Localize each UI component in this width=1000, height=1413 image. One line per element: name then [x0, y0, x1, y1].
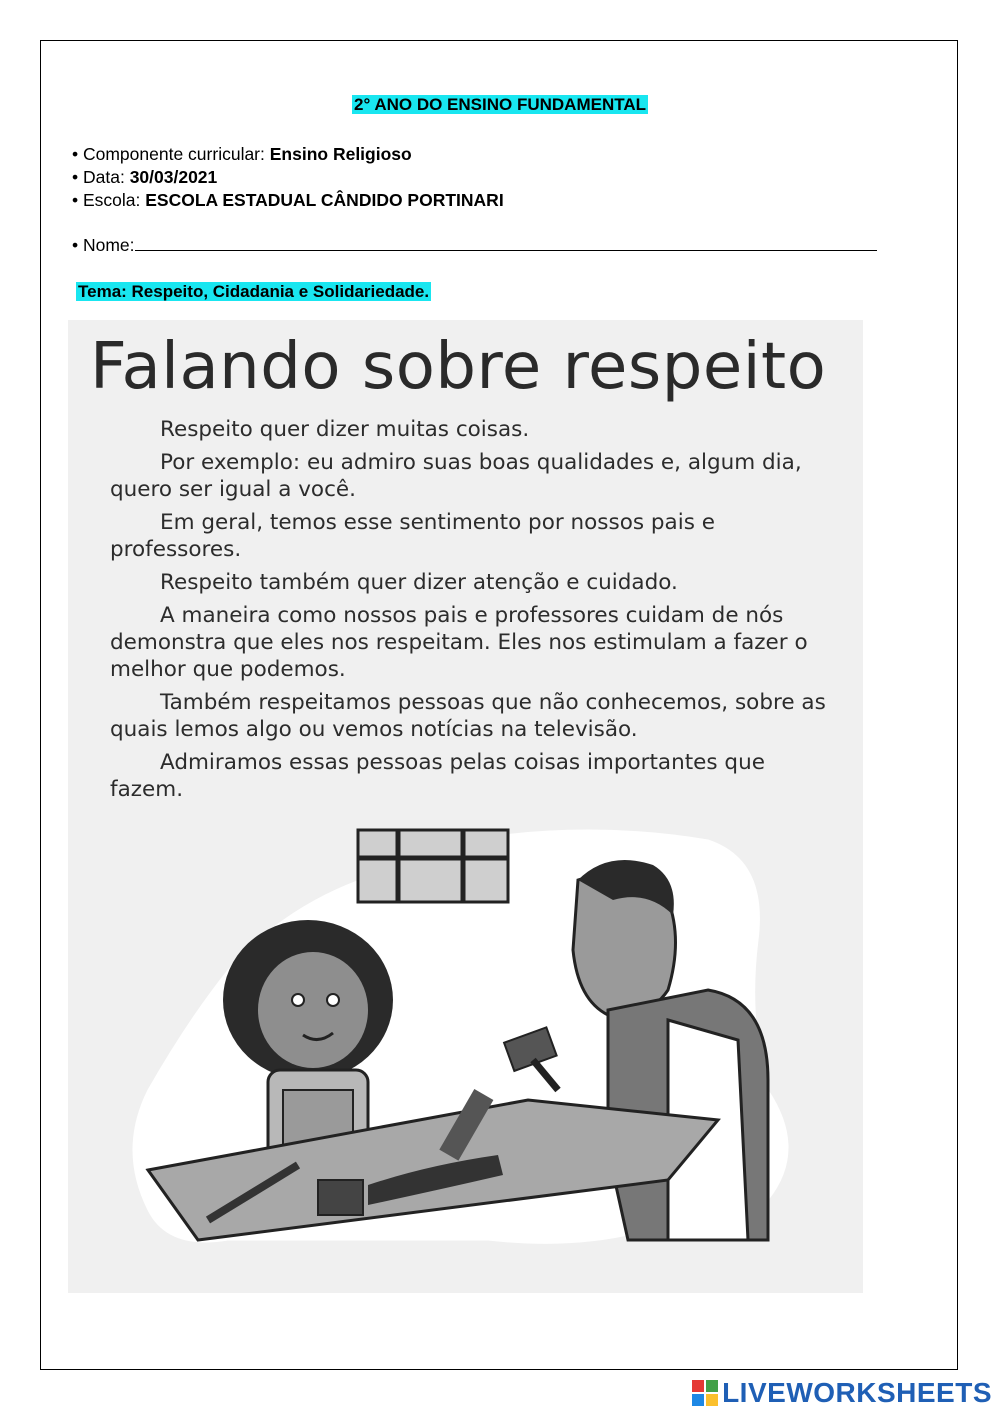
woodworking-illustration	[108, 820, 808, 1250]
date-value: 30/03/2021	[129, 167, 218, 187]
school-value: ESCOLA ESTADUAL CÂNDIDO PORTINARI	[145, 190, 504, 210]
reading-paragraph: Respeito também quer dizer atenção e cuidado.	[160, 570, 678, 595]
school-label: • Escola:	[72, 190, 146, 210]
liveworksheets-brand: LIVEWORKSHEETS	[722, 1377, 992, 1408]
scanned-reading	[68, 320, 863, 1293]
name-input-line[interactable]	[135, 234, 877, 251]
reading-paragraph: A maneira como nossos pais e professores cuidam de nós demonstra que eles nos respeitam. Eles nos estimulam a fazer o melhor que podemos.	[110, 603, 808, 682]
reading-paragraph: Admiramos essas pessoas pelas coisas importantes que fazem.	[110, 750, 765, 802]
reading-title: Falando sobre respeito	[90, 330, 827, 404]
info-block	[72, 143, 504, 212]
component-value: Ensino Religioso	[269, 144, 412, 164]
date-label: • Data:	[72, 167, 130, 187]
component-label: • Componente curricular:	[72, 144, 270, 164]
name-line	[72, 234, 877, 256]
liveworksheets-icon	[692, 1380, 718, 1406]
date-line	[72, 166, 504, 189]
reading-paragraph: Por exemplo: eu admiro suas boas qualidades e, algum dia, quero ser igual a você.	[110, 450, 802, 502]
reading-paragraph: Em geral, temos esse sentimento por nossos pais e professores.	[110, 510, 715, 562]
school-line	[72, 189, 504, 212]
grade-heading	[0, 95, 1000, 115]
theme-heading	[76, 282, 431, 302]
window-drawing	[358, 830, 508, 902]
reading-paragraph: Também respeitamos pessoas que não conhecemos, sobre as quais lemos algo ou vemos notícias na televisão.	[110, 690, 826, 742]
reading-paragraph: Respeito quer dizer muitas coisas.	[160, 417, 530, 442]
liveworksheets-logo[interactable]	[692, 1378, 992, 1408]
name-label: • Nome:	[72, 235, 135, 255]
theme-text: Tema: Respeito, Cidadania e Solidariedade.	[78, 282, 430, 301]
component-line	[72, 143, 504, 166]
grade-text: 2° ANO DO ENSINO FUNDAMENTAL	[353, 95, 647, 114]
reading-body	[110, 416, 830, 809]
